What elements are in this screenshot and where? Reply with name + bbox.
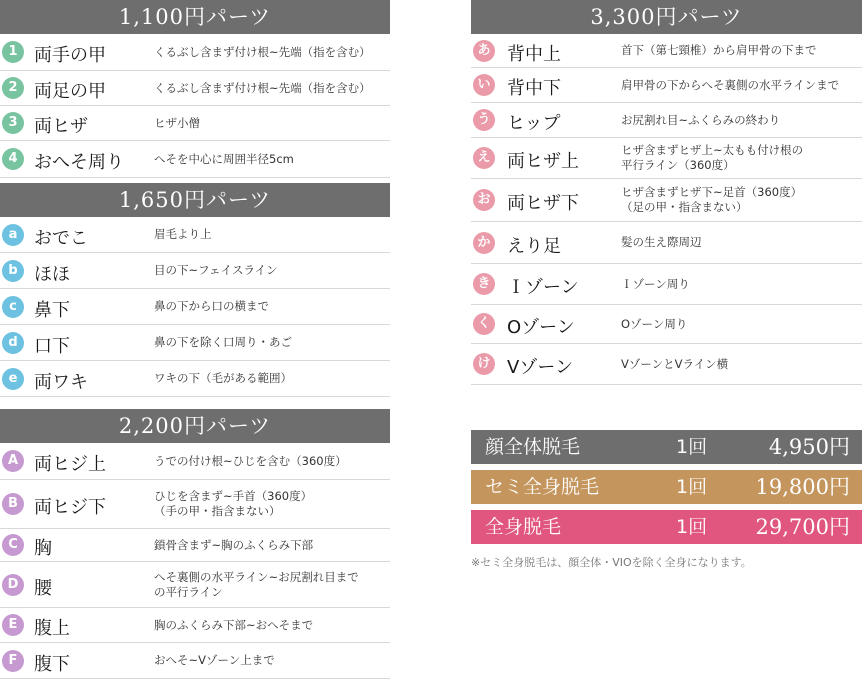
item-description <box>154 618 313 633</box>
item-description <box>154 152 294 167</box>
item-description <box>154 335 292 350</box>
plan-price: 4,950円 <box>768 435 850 459</box>
item-badge: a <box>2 224 24 246</box>
list-item <box>471 68 862 103</box>
item-description <box>154 116 200 131</box>
description-line: ヒザ含まずヒザ上~太もも付け根の <box>621 143 804 157</box>
description-line: ヒザ小僧 <box>154 116 200 130</box>
description-line: の平行ライン <box>154 585 223 599</box>
description-line: （手の甲・指含まない） <box>154 504 281 518</box>
description-line: ヒザ含まずヒザ下~足首（360度） <box>621 185 803 199</box>
item-name: 腹上 <box>34 618 70 639</box>
list-item <box>0 217 390 253</box>
description-line: 首下（第七頸椎）から肩甲骨の下まで <box>621 43 817 57</box>
list-item <box>0 289 390 325</box>
item-description <box>154 263 278 278</box>
plan-count: 1回 <box>676 476 708 498</box>
description-line: くるぶし含まず付け根~先端（指を含む） <box>154 81 371 95</box>
item-description <box>154 81 371 96</box>
section-header: 1,650円パーツ <box>0 183 390 217</box>
description-line: （足の甲・指含まない） <box>621 200 748 214</box>
list-item <box>471 344 862 385</box>
item-description <box>154 371 292 386</box>
plan-price: 29,700円 <box>755 515 850 539</box>
item-badge: え <box>473 147 495 169</box>
list-item <box>0 480 390 529</box>
item-badge: あ <box>473 40 495 62</box>
item-name: ほほ <box>34 264 70 285</box>
list-item <box>0 529 390 562</box>
item-name: 両ワキ <box>34 372 88 393</box>
item-description <box>621 317 687 332</box>
item-badge: 1 <box>2 41 24 63</box>
plan-count: 1回 <box>676 436 708 458</box>
item-description <box>621 113 780 128</box>
description-line: へそを中心に周囲半径5cm <box>154 152 294 166</box>
parts-list <box>0 217 390 397</box>
plan-semi-full-body <box>471 470 862 504</box>
description-line: 平行ライン（360度） <box>621 158 735 172</box>
item-description <box>621 78 839 93</box>
plan-full-body <box>471 510 862 544</box>
description-line: お尻割れ目~ふくらみの終わり <box>621 113 781 127</box>
item-description <box>621 185 802 215</box>
item-badge: B <box>2 493 24 515</box>
section-header: 1,100円パーツ <box>0 0 390 34</box>
section-header: 3,300円パーツ <box>471 0 862 34</box>
item-name: Vゾーン <box>507 357 573 378</box>
item-badge: D <box>2 574 24 596</box>
list-item <box>0 141 390 178</box>
section-1650 <box>0 183 390 397</box>
parts-list <box>0 34 390 178</box>
item-name: 背中下 <box>507 78 561 99</box>
list-item <box>471 103 862 138</box>
description-line: 胸のふくらみ下部~おへそまで <box>154 618 314 632</box>
section-1100 <box>0 0 390 178</box>
item-name: Oゾーン <box>507 317 575 338</box>
plan-label: セミ全身脱毛 <box>485 476 600 498</box>
item-name: おでこ <box>34 228 88 249</box>
list-item <box>0 325 390 361</box>
item-badge: き <box>473 273 495 295</box>
list-item <box>471 138 862 179</box>
description-line: 肩甲骨の下からへそ裏側の水平ラインまで <box>621 78 840 92</box>
item-badge: C <box>2 534 24 556</box>
item-description <box>154 454 347 469</box>
item-name: 両ヒザ上 <box>507 151 579 172</box>
list-item <box>0 71 390 106</box>
description-line: 髪の生え際周辺 <box>621 235 702 249</box>
description-line: おへそ~Vゾーン上まで <box>154 653 275 667</box>
item-badge: か <box>473 232 495 254</box>
item-badge: 3 <box>2 112 24 134</box>
parts-list <box>0 443 390 679</box>
section-2200 <box>0 409 390 679</box>
item-description <box>621 43 817 58</box>
section-3300 <box>471 0 862 385</box>
item-badge: く <box>473 313 495 335</box>
list-item <box>0 608 390 643</box>
item-name: 両ヒジ上 <box>34 454 106 475</box>
item-description <box>621 357 728 372</box>
description-line: Oゾーン周り <box>621 317 688 331</box>
item-name: おへそ周り <box>34 152 124 173</box>
description-line: くるぶし含まず付け根~先端（指を含む） <box>154 45 371 59</box>
item-name: 両足の甲 <box>34 81 106 102</box>
description-line: Ｉゾーン周り <box>621 277 690 291</box>
plan-price: 19,800円 <box>755 475 850 499</box>
description-line: 鎖骨含まず~胸のふくらみ下部 <box>154 538 314 552</box>
item-name: 口下 <box>34 336 70 357</box>
item-badge: い <box>473 74 495 96</box>
item-name: 両ヒザ下 <box>507 193 579 214</box>
item-name: ヒップ <box>507 113 561 134</box>
item-description <box>154 653 275 668</box>
description-line: へそ裏側の水平ライン~お尻割れ目まで <box>154 570 359 584</box>
item-badge: d <box>2 332 24 354</box>
description-line: ワキの下（毛がある範囲） <box>154 371 292 385</box>
footnote: ※セミ全身脱毛は、顔全体・VIOを除く全身になります。 <box>471 556 752 569</box>
item-description <box>154 227 212 242</box>
description-line: VゾーンとVライン横 <box>621 357 729 371</box>
parts-list <box>471 34 862 385</box>
item-description <box>154 45 371 60</box>
item-badge: A <box>2 450 24 472</box>
list-item <box>0 643 390 679</box>
item-name: 背中上 <box>507 44 561 65</box>
item-badge: 4 <box>2 148 24 170</box>
item-name: 両ヒザ <box>34 116 88 137</box>
section-header: 2,200円パーツ <box>0 409 390 443</box>
list-item <box>0 253 390 289</box>
list-item <box>471 179 862 222</box>
list-item <box>0 443 390 480</box>
list-item <box>471 222 862 264</box>
item-description <box>154 570 359 600</box>
list-item <box>0 361 390 397</box>
list-item <box>0 562 390 608</box>
plan-count: 1回 <box>676 516 708 538</box>
list-item <box>471 264 862 305</box>
description-line: 鼻の下から口の横まで <box>154 299 269 313</box>
description-line: 鼻の下を除く口周り・あご <box>154 335 292 349</box>
item-name: Ｉゾーン <box>507 277 579 298</box>
item-badge: F <box>2 650 24 672</box>
description-line: うでの付け根~ひじを含む（360度） <box>154 454 347 468</box>
item-badge: 2 <box>2 77 24 99</box>
item-name: 鼻下 <box>34 300 70 321</box>
description-line: 眉毛より上 <box>154 227 212 241</box>
list-item <box>0 34 390 71</box>
item-description <box>154 489 312 519</box>
list-item <box>0 106 390 141</box>
description-line: ひじを含まず~手首（360度） <box>154 489 313 503</box>
plan-label: 顔全体脱毛 <box>485 436 581 458</box>
plan-label: 全身脱毛 <box>485 516 562 538</box>
item-name: 胸 <box>34 538 52 559</box>
item-description <box>154 538 313 553</box>
item-badge: う <box>473 109 495 131</box>
item-name: えり足 <box>507 236 561 257</box>
item-badge: b <box>2 260 24 282</box>
item-name: 腹下 <box>34 654 70 675</box>
item-badge: け <box>473 353 495 375</box>
item-name: 両手の甲 <box>34 45 106 66</box>
item-badge: c <box>2 296 24 318</box>
item-description <box>154 299 269 314</box>
item-description <box>621 143 803 173</box>
item-badge: お <box>473 189 495 211</box>
list-item <box>471 305 862 344</box>
item-name: 両ヒジ下 <box>34 497 106 518</box>
item-badge: E <box>2 614 24 636</box>
list-item <box>471 34 862 68</box>
item-description <box>621 235 702 250</box>
item-name: 腰 <box>34 578 52 599</box>
item-description <box>621 277 690 292</box>
item-badge: e <box>2 368 24 390</box>
plan-face <box>471 430 862 464</box>
description-line: 目の下~フェイスライン <box>154 263 278 277</box>
